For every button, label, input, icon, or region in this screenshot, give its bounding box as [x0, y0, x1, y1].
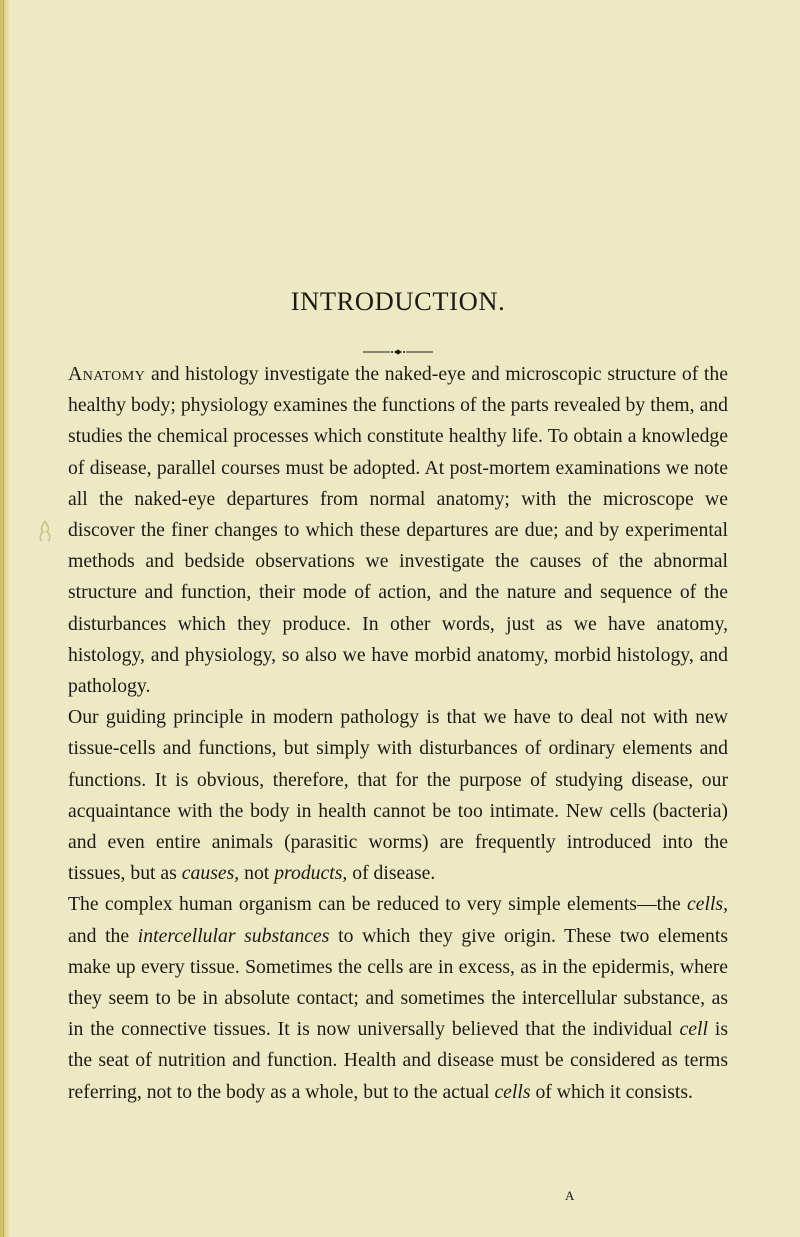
paragraph: [68, 702, 728, 889]
text-run: of disease.: [347, 862, 436, 885]
margin-blot-mark: [37, 520, 53, 542]
page-gutter-edge: [0, 0, 10, 1237]
ornamental-rule: [363, 349, 433, 355]
italic-term: cell: [679, 1018, 708, 1041]
italic-term: intercellular substances: [137, 924, 330, 947]
paragraph: [68, 359, 728, 702]
body-text: [68, 359, 728, 1108]
text-run: Our guiding principle in modern pathology is that we have to deal not with new tissue-cells and functions, but simply with disturbances of ordinary elements and functions. It is obvious, therefore, that for the purpose of studying disease, our acquaintance with the body in health cannot be too intimate. New cells (bacteria) and even entire animals (parasitic worms) are frequently introduced into the tissues, but as: [68, 706, 728, 885]
italic-term: causes,: [181, 862, 240, 885]
signature-mark: A: [565, 1188, 575, 1203]
text-run: not: [239, 862, 275, 885]
text-run: and the: [68, 924, 138, 947]
paragraph: [68, 889, 728, 1107]
italic-term: cells,: [687, 893, 728, 916]
chapter-title: INTRODUCTION.: [290, 286, 506, 316]
page-gutter-line: [3, 0, 4, 1237]
book-page: [68, 0, 728, 1237]
text-run: of which it consists.: [530, 1080, 693, 1103]
text-run: is the seat of nutrition and function. Health and disease must be considered as terms referring, not to the body as a whole, but to the actual: [68, 1018, 728, 1103]
italic-term: cells: [494, 1080, 531, 1103]
lead-word: Anatomy: [68, 363, 146, 385]
text-run: to which they give origin. These two elements make up every tissue. Sometimes the cells are in excess, as in the epidermis, where they seem to be in absolute contact; and sometimes the intercellular substance, as in the connective tissues. It is now universally believed that the individual: [68, 924, 729, 1041]
italic-term: products,: [274, 862, 348, 885]
text-run: The complex human organism can be reduced to very simple elements—the: [68, 893, 687, 916]
text-run: and histology investigate the naked-eye and microscopic structure of the healthy body; physiology examines the functions of the parts revealed by them, and studies the chemical processes which constitute healthy life. To obtain a knowledge of disease, parallel courses must be adopted. At post-mortem examinations we note all the naked-eye departures from normal anatomy; with the microscope we discover the finer changes to which these departures are due; and by experimental methods and bedside observations we investigate the causes of the abnormal structure and function, their mode of action, and the nature and sequence of the disturbances which they produce. In other words, just as we have anatomy, histology, and physiology, so also we have morbid anatomy, morbid histology, and pathology.: [68, 363, 728, 698]
